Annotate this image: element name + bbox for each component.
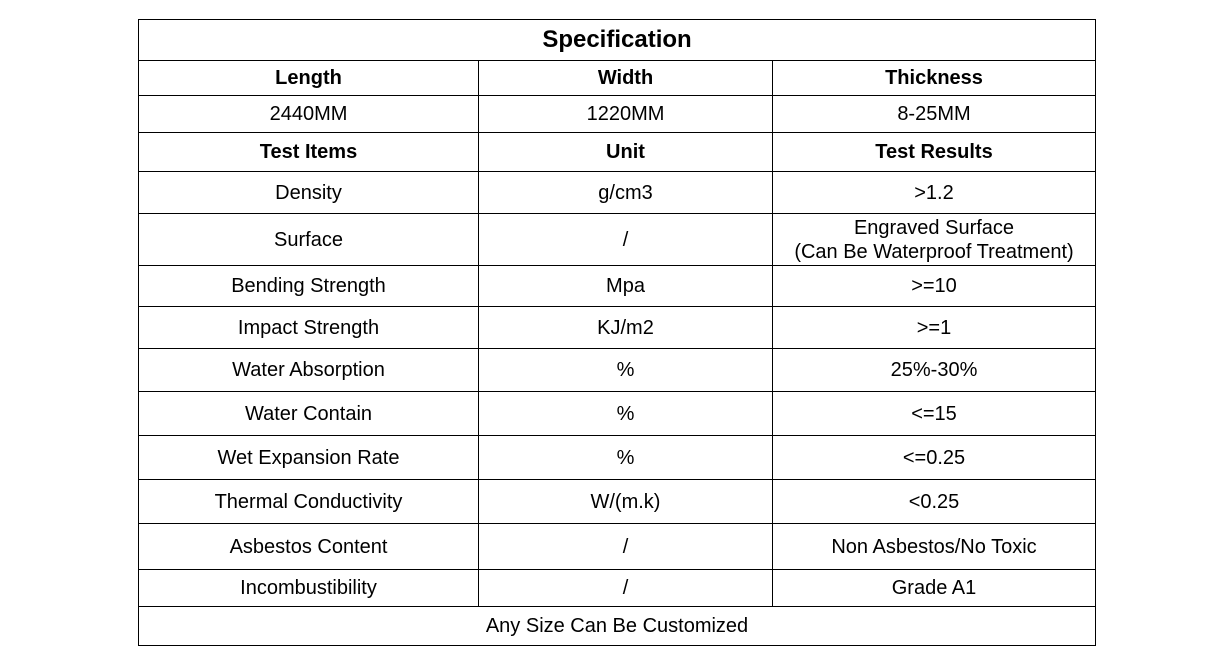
header-test-items: Test Items: [139, 133, 479, 172]
row-result: >1.2: [773, 172, 1096, 214]
row-result-line-1: Engraved Surface: [853, 216, 1015, 239]
value-width: 1220MM: [479, 96, 773, 133]
table-row: [139, 570, 1096, 607]
row-item: Water Absorption: [139, 349, 479, 392]
header-test-results: Test Results: [773, 133, 1096, 172]
table-row: [139, 172, 1096, 214]
header-width: Width: [479, 61, 773, 96]
row-unit: /: [479, 214, 773, 266]
header-length: Length: [139, 61, 479, 96]
header-unit: Unit: [479, 133, 773, 172]
row-unit: %: [479, 436, 773, 480]
row-result: >=1: [773, 307, 1096, 349]
row-result: <0.25: [773, 480, 1096, 524]
row-result: <=0.25: [773, 436, 1096, 480]
table-row: [139, 480, 1096, 524]
row-item: Water Contain: [139, 392, 479, 436]
table-row: [139, 266, 1096, 307]
table-row: [139, 436, 1096, 480]
row-unit: /: [479, 524, 773, 570]
row-item: Asbestos Content: [139, 524, 479, 570]
row-result: <=15: [773, 392, 1096, 436]
value-thickness: 8-25MM: [773, 96, 1096, 133]
row-result-line-2: (Can Be Waterproof Treatment): [794, 240, 1074, 263]
row-unit: /: [479, 570, 773, 607]
row-result: Grade A1: [773, 570, 1096, 607]
row-item: Incombustibility: [139, 570, 479, 607]
header-thickness: Thickness: [773, 61, 1096, 96]
row-result: [773, 214, 1096, 266]
row-unit: Mpa: [479, 266, 773, 307]
row-item: Surface: [139, 214, 479, 266]
table-title: Specification: [139, 20, 1096, 61]
row-item: Bending Strength: [139, 266, 479, 307]
row-item: Impact Strength: [139, 307, 479, 349]
value-length: 2440MM: [139, 96, 479, 133]
row-unit: g/cm3: [479, 172, 773, 214]
row-unit: %: [479, 349, 773, 392]
table-row: [139, 349, 1096, 392]
row-unit: W/(m.k): [479, 480, 773, 524]
table-row: [139, 307, 1096, 349]
table-row: [139, 392, 1096, 436]
specification-table: [138, 19, 1096, 646]
footer-row: [139, 607, 1096, 646]
dimension-value-row: [139, 96, 1096, 133]
row-unit: %: [479, 392, 773, 436]
row-result: 25%-30%: [773, 349, 1096, 392]
table-row: [139, 524, 1096, 570]
row-unit: KJ/m2: [479, 307, 773, 349]
table-row: [139, 214, 1096, 266]
title-row: [139, 20, 1096, 61]
table-footer: Any Size Can Be Customized: [139, 607, 1096, 646]
dimension-header-row: [139, 61, 1096, 96]
row-result: >=10: [773, 266, 1096, 307]
row-result: Non Asbestos/No Toxic: [773, 524, 1096, 570]
row-item: Thermal Conductivity: [139, 480, 479, 524]
row-item: Wet Expansion Rate: [139, 436, 479, 480]
row-item: Density: [139, 172, 479, 214]
test-header-row: [139, 133, 1096, 172]
